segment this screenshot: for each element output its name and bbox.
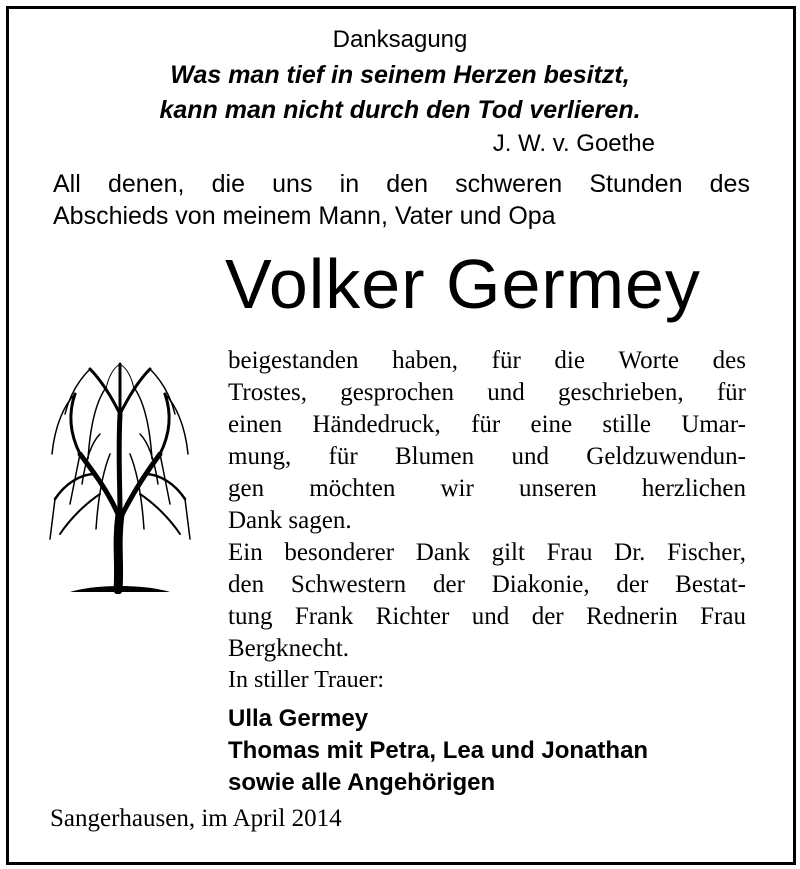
thanks-line-last: Bergknecht. xyxy=(228,635,350,662)
thanks-word: der xyxy=(616,571,649,598)
intro-word: in xyxy=(339,170,360,198)
body-word: Blumen xyxy=(394,443,475,470)
body-word: Geldzuwendun- xyxy=(586,443,746,470)
body-word: haben, xyxy=(392,347,459,374)
body-line xyxy=(228,377,746,409)
body-word: für xyxy=(491,347,521,374)
thanks-word: Frau xyxy=(700,603,746,630)
body-word: unseren xyxy=(518,475,597,502)
body-word: für xyxy=(471,411,501,438)
thanks-word: Ein xyxy=(228,539,263,566)
deceased-name: Volker Germey xyxy=(225,245,701,323)
thanks-paragraph xyxy=(228,537,746,665)
body-word: geschrieben, xyxy=(557,379,684,406)
thanks-line xyxy=(228,601,746,633)
place-and-date: Sangerhausen, im April 2014 xyxy=(50,805,342,832)
intro-word: Stunden xyxy=(589,170,683,198)
family-signature-2: Thomas mit Petra, Lea und Jonathan xyxy=(228,737,649,764)
body-word: möchten xyxy=(309,475,396,502)
thanks-word: Frau xyxy=(546,539,593,566)
body-word: für xyxy=(716,379,746,406)
thanks-word: der xyxy=(531,603,564,630)
body-word: herzlichen xyxy=(641,475,746,502)
body-line xyxy=(228,441,746,473)
intro-word: schweren xyxy=(455,170,563,198)
body-line-last: Dank sagen. xyxy=(228,507,352,534)
body-word: Umar- xyxy=(681,411,746,438)
intro-word: uns xyxy=(272,170,313,198)
thanks-word: Rednerin xyxy=(586,603,678,630)
body-word: und xyxy=(511,443,549,470)
thanks-word: Fischer, xyxy=(667,539,746,566)
thanks-word: und xyxy=(471,603,510,630)
body-word: einen xyxy=(228,411,283,438)
body-word: Händedruck, xyxy=(312,411,441,438)
thanks-word: Richter xyxy=(375,603,450,630)
family-signature-3: sowie alle Angehörigen xyxy=(228,769,496,796)
intro-word: die xyxy=(211,170,245,198)
body-word: stille xyxy=(602,411,651,438)
thanks-word: gilt xyxy=(491,539,525,566)
thanks-word: Diakonie, xyxy=(491,571,590,598)
thanks-line xyxy=(228,569,746,601)
thanks-word: Schwestern xyxy=(290,571,407,598)
body-word: Trostes, xyxy=(228,379,307,406)
thanks-line xyxy=(228,537,746,569)
quote-author: J. W. v. Goethe xyxy=(492,130,655,157)
body-line xyxy=(228,409,746,441)
thanks-word: Dr. xyxy=(614,539,646,566)
body-word: eine xyxy=(530,411,573,438)
body-word: für xyxy=(328,443,358,470)
body-word: Worte xyxy=(618,347,680,374)
weeping-willow-tree-icon xyxy=(40,354,200,594)
thanks-word: den xyxy=(228,571,265,598)
body-word: gen xyxy=(228,475,265,502)
body-word: mung, xyxy=(228,443,292,470)
intro-word: All xyxy=(53,170,81,198)
body-word: beigestanden xyxy=(228,347,359,374)
notice-heading: Danksagung xyxy=(332,26,468,53)
mourning-label: In stiller Trauer: xyxy=(228,667,384,693)
intro-word: denen, xyxy=(107,170,185,198)
thanks-word: Dank xyxy=(415,539,470,566)
thanks-word: der xyxy=(432,571,465,598)
thanks-word: tung xyxy=(228,603,273,630)
thanks-word: besonderer xyxy=(284,539,395,566)
thanks-word: Frank xyxy=(294,603,354,630)
quote-line-2: kann man nicht durch den Tod verlieren. xyxy=(159,96,641,124)
body-line xyxy=(228,473,746,505)
body-word: und xyxy=(487,379,525,406)
body-line xyxy=(228,345,746,377)
intro-word: den xyxy=(386,170,428,198)
body-word: des xyxy=(712,347,746,374)
thanks-word: Bestat- xyxy=(675,571,746,598)
quote-line-1: Was man tief in seinem Herzen besitzt, xyxy=(170,61,630,89)
family-signature-1: Ulla Germey xyxy=(228,705,369,732)
intro-line-2: Abschieds von meinem Mann, Vater und Opa xyxy=(53,202,556,230)
intro-word: des xyxy=(709,170,750,198)
body-word: wir xyxy=(440,475,474,502)
body-word: die xyxy=(554,347,585,374)
intro-line-1 xyxy=(53,168,750,200)
body-word: gesprochen xyxy=(340,379,455,406)
body-paragraph xyxy=(228,345,746,537)
